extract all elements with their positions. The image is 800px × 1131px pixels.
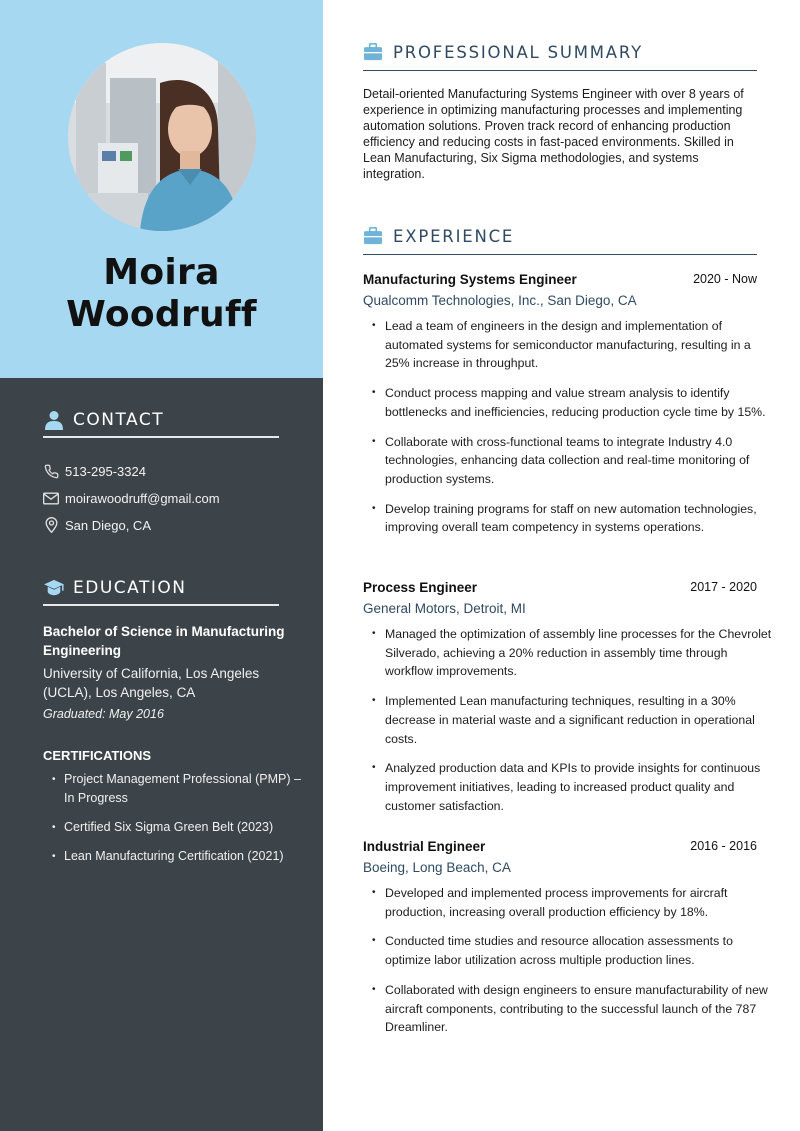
job-company: General Motors, Detroit, MI <box>363 601 526 616</box>
education-school: University of California, Los Angeles (UCLA), Los Angeles, CA <box>43 666 260 700</box>
job-title: Industrial Engineer <box>363 839 486 854</box>
experience-heading-label: EXPERIENCE <box>393 226 515 246</box>
certification-item: • Certified Six Sigma Green Belt (2023) <box>52 818 302 837</box>
job-dates: 2016 - 2016 <box>690 839 757 853</box>
job-company: Boeing, Long Beach, CA <box>363 860 511 875</box>
job-bullet: • Lead a team of engineers in the design and implementation of automated systems for semiconductor manufacturing, resulting in a 25% increase in throughput. <box>372 317 772 373</box>
job-dates: 2017 - 2020 <box>690 580 757 594</box>
first-name: Moira <box>103 252 220 293</box>
job-bullet: • Developed and implemented process improvements for aircraft production, increasing overall production efficiency by 18%. <box>372 884 772 921</box>
envelope-icon <box>43 490 59 506</box>
job-bullet: • Conducted time studies and resource allocation assessments to optimize labor utilization across multiple production lines. <box>372 932 772 969</box>
job-dates: 2020 - Now <box>693 272 757 286</box>
education-divider <box>43 604 279 606</box>
job-bullets <box>372 317 772 548</box>
experience-divider <box>363 254 757 255</box>
job-bullet: • Implemented Lean manufacturing techniques, resulting in a 30% decrease in material waste and a significant reduction in operational costs. <box>372 692 772 748</box>
job-bullets <box>372 625 772 826</box>
experience-heading <box>363 226 757 246</box>
summary-heading-label: PROFESSIONAL SUMMARY <box>393 42 643 62</box>
email-text: moirawoodruff@gmail.com <box>65 490 220 506</box>
job-title: Process Engineer <box>363 580 478 595</box>
contact-heading-label: CONTACT <box>73 410 165 430</box>
briefcase-icon <box>363 226 383 246</box>
job-bullet: • Conduct process mapping and value stream analysis to identify bottlenecks and inefficiencies, reducing production cycle time by 15%. <box>372 384 772 421</box>
job-bullet: • Managed the optimization of assembly line processes for the Chevrolet Silverado, achieving a 20% reduction in assembly time through workflow improvements. <box>372 625 772 681</box>
job-title: Manufacturing Systems Engineer <box>363 272 577 287</box>
location-text: San Diego, CA <box>65 517 151 533</box>
contact-phone[interactable] <box>43 463 146 479</box>
job-bullets <box>372 884 772 1048</box>
job-bullet: • Collaborated with design engineers to ensure manufacturability of new aircraft components, contributing to the successful launch of the 787 Dreamliner. <box>372 981 772 1037</box>
user-icon <box>43 409 65 431</box>
candidate-name <box>0 252 323 336</box>
profile-photo <box>68 43 256 231</box>
certifications-list <box>52 770 302 876</box>
education-degree: Bachelor of Science in Manufacturing Engineering <box>43 624 285 658</box>
contact-divider <box>43 436 279 438</box>
job-bullet: • Develop training programs for staff on new automation technologies, improving overall team competency in systems operations. <box>372 500 772 537</box>
summary-divider <box>363 70 757 71</box>
job-bullet: • Collaborate with cross-functional teams to integrate Industry 4.0 technologies, enhancing data collection and real-time monitoring of production systems. <box>372 433 772 489</box>
graduation-cap-icon <box>43 577 65 599</box>
certification-item: • Project Management Professional (PMP) – In Progress <box>52 770 302 808</box>
phone-icon <box>43 463 59 479</box>
education-heading <box>43 574 279 602</box>
certification-item: • Lean Manufacturing Certification (2021) <box>52 847 302 866</box>
profile-photo-illustration <box>68 43 256 231</box>
certifications-heading: CERTIFICATIONS <box>43 748 152 763</box>
summary-text: Detail-oriented Manufacturing Systems Engineer with over 8 years of experience in optimizing manufacturing processes and implementing automation solutions. Proven track record of enhancing production efficiency and reducing costs in fast-paced environments. Skilled in Lean Manufacturing, Six Sigma methodologies, and systems integration. <box>363 87 744 181</box>
job-bullet: • Analyzed production data and KPIs to provide insights for continuous improvement initiatives, leading to increased product quality and customer satisfaction. <box>372 759 772 815</box>
contact-heading <box>43 406 279 434</box>
last-name: Woodruff <box>66 294 257 335</box>
education-graduated: Graduated: May 2016 <box>43 707 164 721</box>
phone-text: 513-295-3324 <box>65 463 146 479</box>
job-company: Qualcomm Technologies, Inc., San Diego, CA <box>363 293 637 308</box>
summary-heading <box>363 42 757 62</box>
map-pin-icon <box>43 517 59 533</box>
contact-email[interactable] <box>43 490 220 506</box>
contact-location <box>43 517 151 533</box>
education-heading-label: EDUCATION <box>73 578 187 598</box>
briefcase-icon <box>363 42 383 62</box>
